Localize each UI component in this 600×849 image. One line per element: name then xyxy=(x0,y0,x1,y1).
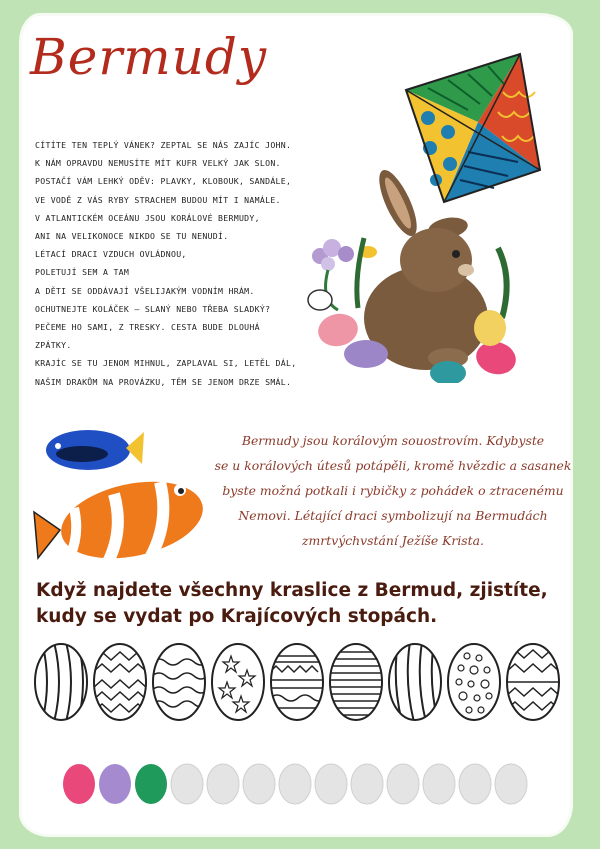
note-line: Nemovi. Létající draci symbolizují na Bermudách xyxy=(238,508,548,523)
poem-line: V ATLANTICKÉM OCEÁNU JSOU KORÁLOVÉ BERMUDY, xyxy=(35,212,260,223)
info-note xyxy=(198,428,588,553)
empty-egg-slot xyxy=(279,764,311,804)
poem-line: KRAJÍC SE TU JENOM MIHNUL, ZAPLAVAL SI, LETĚL DÁL, xyxy=(35,358,297,369)
poem-line: PEČEME HO SAMI, Z TRESKY. CESTA BUDE DLOUHÁ xyxy=(35,322,260,333)
poem-line: POSTAČÍ VÁM LEHKÝ ODĚV: PLAVKY, KLOBOUK, SANDÁLE, xyxy=(35,176,292,187)
coloring-eggs-row xyxy=(30,642,570,724)
empty-egg-slot xyxy=(423,764,455,804)
coloring-egg[interactable] xyxy=(35,642,87,722)
poem-line: OCHUTNEJTE KOLÁČEK – SLANÝ NEBO TŘEBA SLADKÝ? xyxy=(35,303,271,314)
note-line: se u korálových útesů potápěli, kromě hvězdic a sasanek xyxy=(214,458,572,473)
poem-line: ZPÁTKY. xyxy=(35,340,72,351)
bunny xyxy=(364,168,488,370)
poem-line: ANI NA VELIKONOCE NIKDO SE TU NENUDÍ. xyxy=(35,231,229,242)
poem-line: POLETUJÍ SEM A TAM xyxy=(35,267,130,278)
fish-illustration xyxy=(30,420,210,568)
note-line: Bermudy jsou korálovým souostrovím. Kdybyste xyxy=(241,433,545,448)
coloring-egg[interactable] xyxy=(506,644,560,720)
note-line: byste možná potkali i rybičky z pohádek o ztracenému xyxy=(222,483,564,498)
collected-egg-green xyxy=(135,764,167,804)
empty-egg-slot xyxy=(495,764,527,804)
collected-eggs-tracker xyxy=(62,762,542,806)
poem xyxy=(35,136,335,391)
note-line: zmrtvýchvstání Ježíše Krista. xyxy=(302,533,484,548)
blue-tang-fish xyxy=(46,430,144,470)
poem-line: A DĚTI SE ODDÁVAJÍ VŠELIJAKÝM VODNÍM HRÁM. xyxy=(35,285,255,296)
coloring-egg[interactable] xyxy=(270,644,326,720)
coloring-egg[interactable] xyxy=(152,644,208,720)
empty-egg-slot xyxy=(315,764,347,804)
empty-egg-slot xyxy=(243,764,275,804)
empty-egg-slot xyxy=(171,764,203,804)
empty-egg-slot xyxy=(351,764,383,804)
poem-line: NAŠIM DRAKŮM NA PROVÁZKU, TĚM SE JENOM DRZE SMÁL. xyxy=(35,376,292,387)
clownfish xyxy=(34,470,210,568)
coloring-egg[interactable] xyxy=(389,642,441,722)
headline-line: kudy se vydat po Krajícových stopách. xyxy=(36,606,438,627)
poem-line: K NÁM OPRAVDU NEMUSÍTE MÍT KUFR VELKÝ JAK SLON. xyxy=(35,158,281,169)
poem-line: VE VODĚ Z VÁS RYBY STRACHEM BUDOU MÍT I NAMÁLE. xyxy=(35,194,281,205)
bunny-easter-illustration xyxy=(298,168,538,383)
empty-egg-slot xyxy=(387,764,419,804)
poem-line: CÍTÍTE TEN TEPLÝ VÁNEK? ZEPTAL SE NÁS ZAJÍC JOHN. xyxy=(35,140,292,150)
coloring-egg[interactable] xyxy=(329,644,383,720)
coloring-egg[interactable] xyxy=(448,644,500,720)
collected-egg-purple xyxy=(99,764,131,804)
coloring-egg[interactable] xyxy=(212,644,264,720)
empty-egg-slot xyxy=(459,764,491,804)
collected-egg-pink xyxy=(63,764,95,804)
headline-line: Když najdete všechny kraslice z Bermud, zjistíte, xyxy=(36,580,548,601)
coloring-egg[interactable] xyxy=(93,644,147,720)
empty-egg-slot xyxy=(207,764,239,804)
task-headline xyxy=(36,578,576,630)
page-title: Bermudy xyxy=(30,28,268,86)
poem-line: LÉTACÍ DRACI VZDUCH OVLÁDNOU, xyxy=(35,249,187,260)
